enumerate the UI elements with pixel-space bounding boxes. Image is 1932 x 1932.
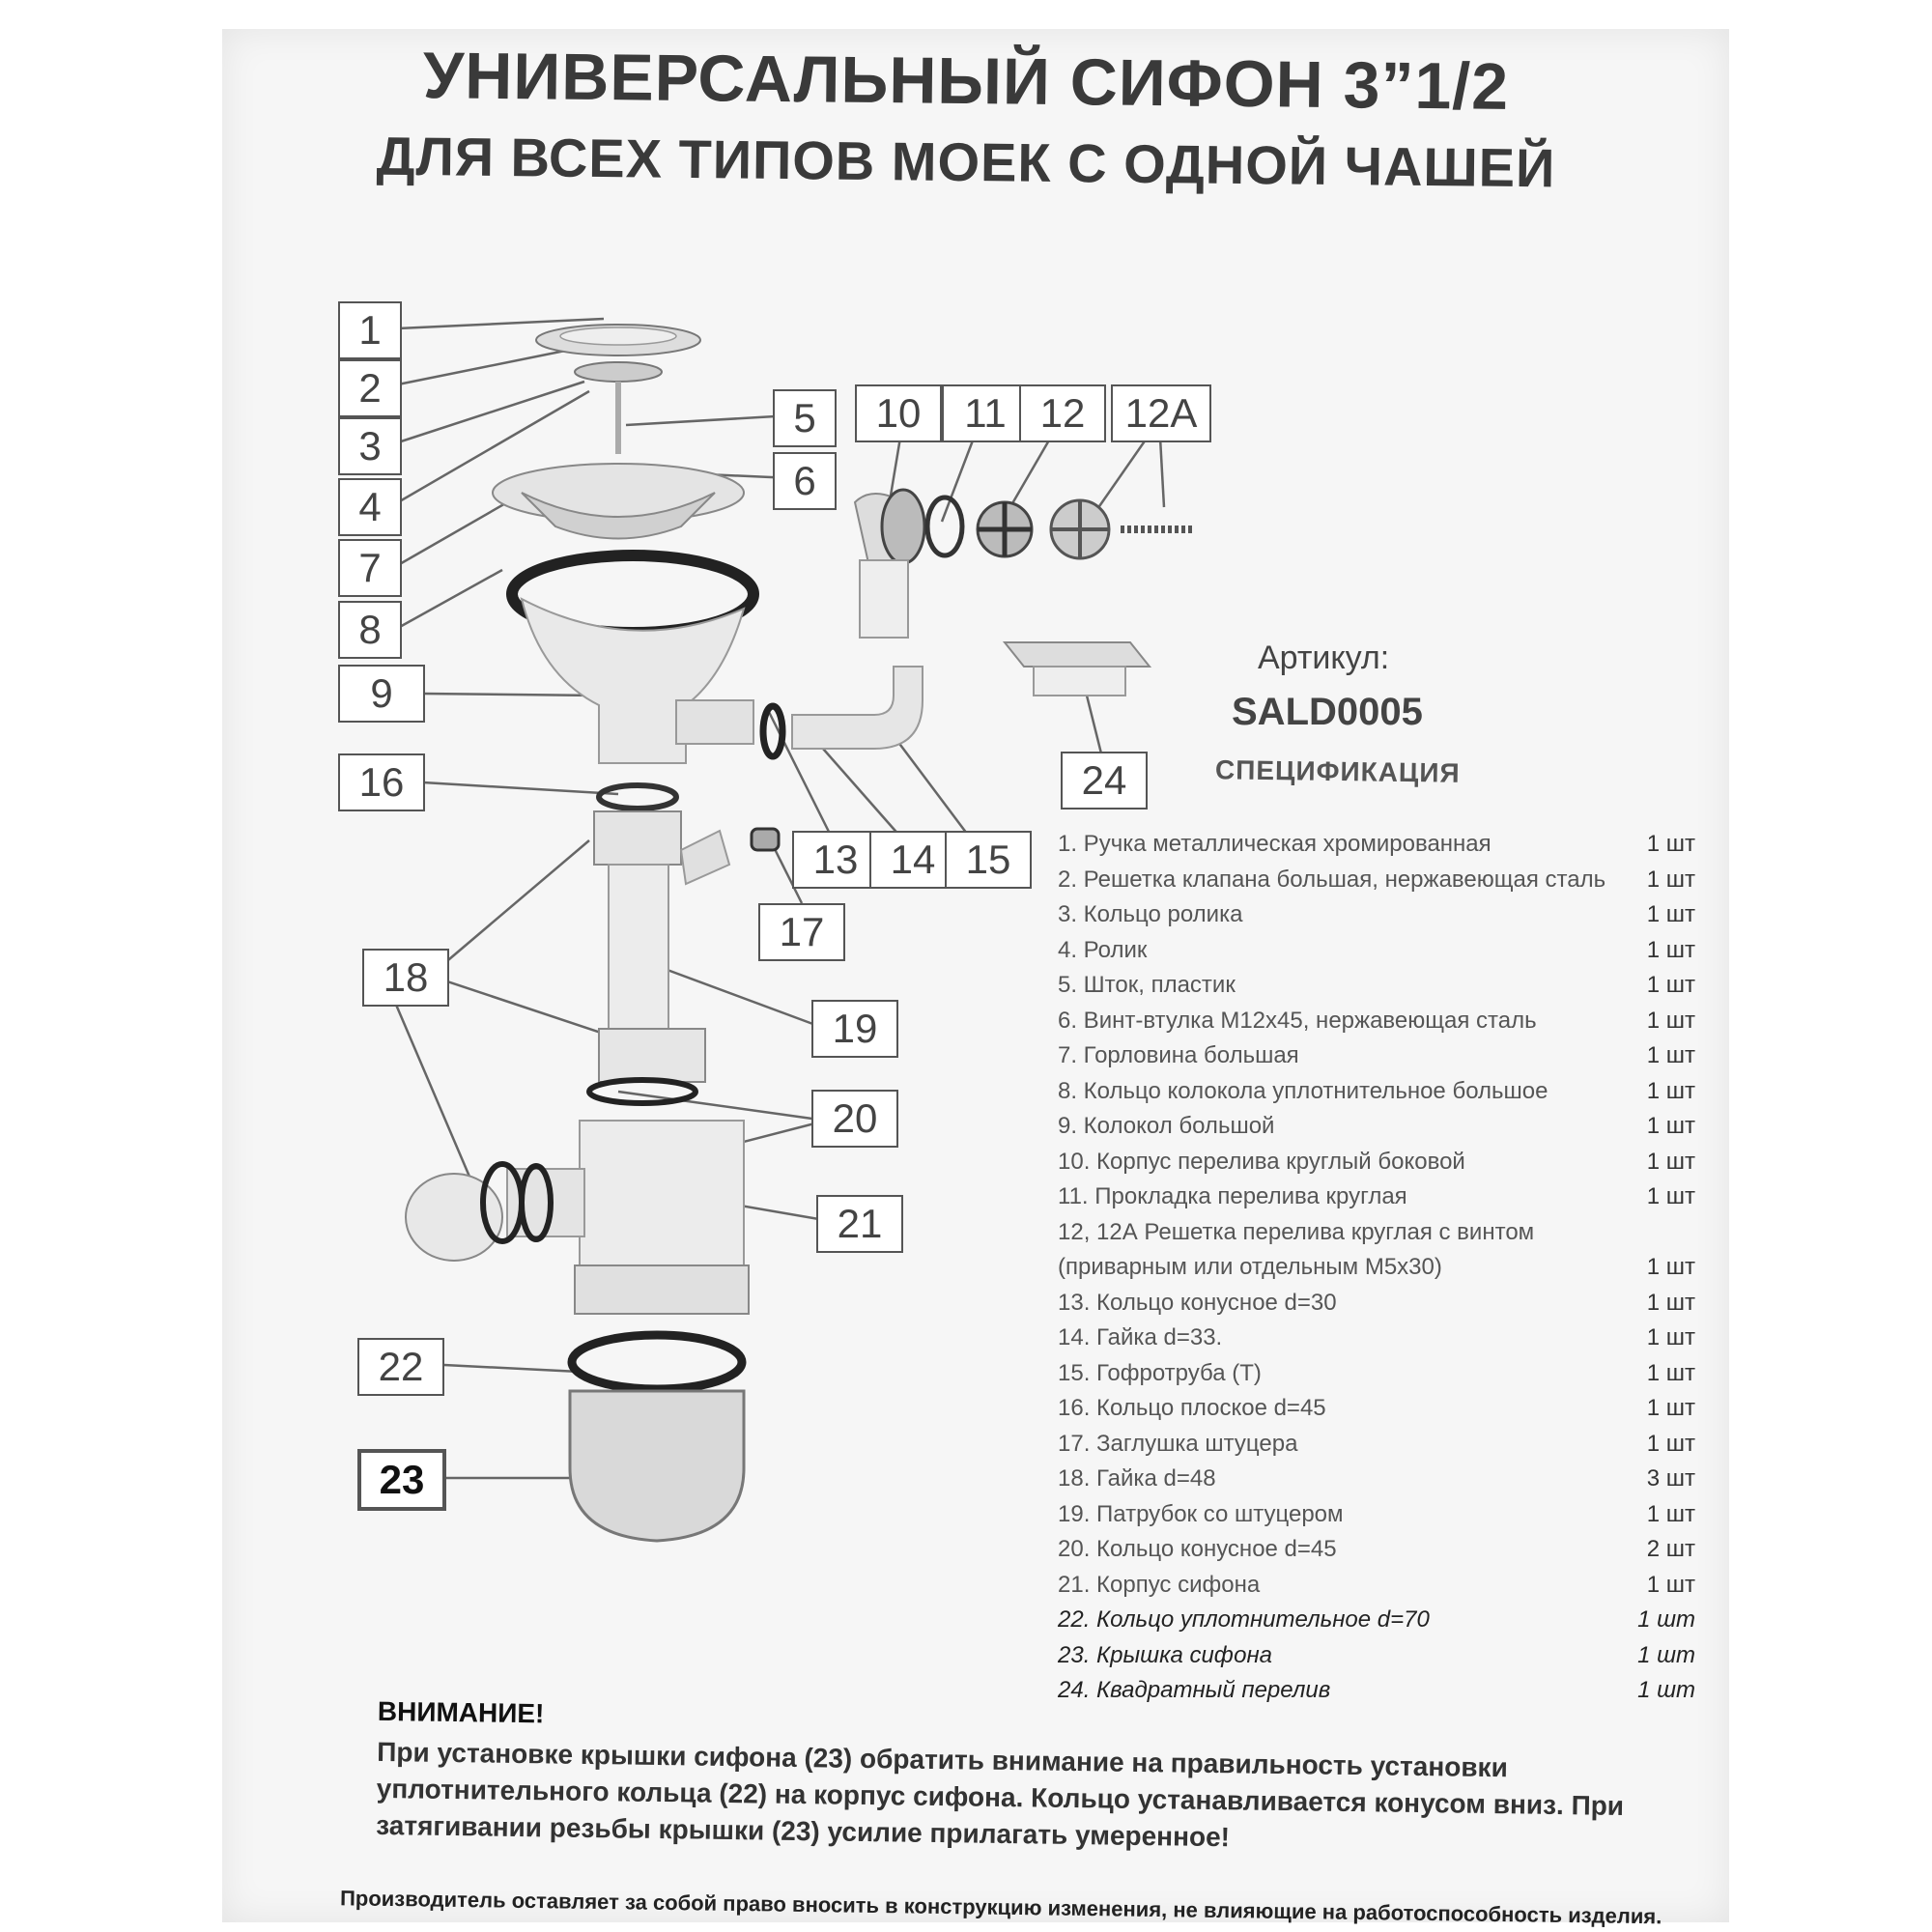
callout-1: 1	[338, 301, 402, 359]
part-square-overflow	[1005, 642, 1150, 696]
spec-item: 16. Кольцо плоское d=45 1 шт	[1058, 1395, 1695, 1421]
callout-13: 13	[792, 831, 879, 889]
spec-item: 1. Ручка металлическая хромированная 1 шт	[1058, 831, 1695, 857]
callout-16: 16	[338, 753, 425, 811]
spec-item: 6. Винт-втулка М12х45, нержавеющая сталь 1 шт	[1058, 1007, 1695, 1034]
callout-21: 21	[816, 1195, 903, 1253]
spec-list	[1058, 831, 1695, 1713]
spec-item: 11. Прокладка перелива круглая 1 шт	[1058, 1183, 1695, 1209]
spec-item: 3. Кольцо ролика 1 шт	[1058, 901, 1695, 927]
part-branch-pipe	[589, 811, 729, 1103]
spec-item: 19. Патрубок со штуцером 1 шт	[1058, 1500, 1695, 1527]
attention-text: При установке крышки сифона (23) обратить внимание на правильность установки уплотнительного кольца (22) на корпус сифона. Кольцо устанавливается конусом вниз. При затягивании резьбы крышки (23) усилие прилагать умеренное!	[376, 1736, 1625, 1853]
spec-item: 12, 12А Решетка перелива круглая с винтом	[1058, 1218, 1535, 1245]
spec-item: 20. Кольцо конусное d=45 2 шт	[1058, 1536, 1695, 1562]
part-seal-ring	[572, 1335, 742, 1389]
part-siphon-cap	[570, 1391, 744, 1541]
spec-item: 18. Гайка d=48 3 шт	[1058, 1465, 1695, 1492]
spec-item: 5. Шток, пластик 1 шт	[1058, 972, 1695, 998]
spec-item: 23. Крышка сифона 1 шт	[1058, 1641, 1695, 1668]
callout-24: 24	[1061, 752, 1148, 810]
attention-heading: ВНИМАНИЕ!	[377, 1695, 545, 1729]
callout-14: 14	[869, 831, 956, 889]
spec-item: 4. Ролик 1 шт	[1058, 936, 1695, 963]
spec-item: (приварным или отдельным М5х30) 1 шт	[1058, 1254, 1695, 1280]
callout-2: 2	[338, 359, 402, 417]
part-corrugated-pipe	[763, 667, 923, 756]
spec-item: 10. Корпус перелива круглый боковой 1 шт	[1058, 1148, 1695, 1175]
callout-3: 3	[338, 417, 402, 475]
article-code: SALD0005	[1232, 691, 1423, 733]
part-bell	[522, 599, 753, 763]
callout-8: 8	[338, 601, 402, 659]
callout-15: 15	[945, 831, 1032, 889]
spec-item: 8. Кольцо колокола уплотнительное большое 1 шт	[1058, 1077, 1695, 1104]
callout-6: 6	[773, 452, 837, 510]
manufacturer-note: Производитель оставляет за собой право вносить в конструкцию изменения, не влияющие на работоспособность изделия.	[339, 1886, 1662, 1929]
spec-title: СПЕЦИФИКАЦИЯ	[1214, 754, 1461, 788]
part-plug	[752, 829, 779, 850]
callout-22: 22	[357, 1338, 444, 1396]
callout-4: 4	[338, 478, 402, 536]
part-overflow	[855, 490, 1193, 638]
spec-item: 9. Колокол большой 1 шт	[1058, 1113, 1695, 1139]
attention-block	[376, 1693, 1634, 1861]
spec-item: 21. Корпус сифона 1 шт	[1058, 1571, 1695, 1598]
callout-23: 23	[357, 1449, 446, 1511]
spec-item: 15. Гофротруба (Т) 1 шт	[1058, 1359, 1695, 1386]
spec-item: 7. Горловина большая 1 шт	[1058, 1042, 1695, 1068]
spec-item: 2. Решетка клапана большая, нержавеющая сталь 1 шт	[1058, 866, 1695, 893]
callout-20: 20	[811, 1090, 898, 1148]
product-title: УНИВЕРСАЛЬНЫЙ СИФОН 3”1/2	[422, 39, 1510, 124]
callout-7: 7	[338, 539, 402, 597]
spec-item: 22. Кольцо уплотнительное d=70 1 шт	[1058, 1606, 1695, 1633]
callout-9: 9	[338, 665, 425, 723]
callout-12a: 12A	[1111, 384, 1211, 442]
part-flange	[493, 464, 744, 539]
spec-item: 17. Заглушка штуцера 1 шт	[1058, 1430, 1695, 1457]
callout-18: 18	[362, 949, 449, 1007]
article-label: Артикул:	[1258, 639, 1390, 676]
part-flat-ring	[599, 785, 676, 809]
callout-19: 19	[811, 1000, 898, 1058]
callout-10: 10	[855, 384, 942, 442]
spec-item: 14. Гайка d=33. 1 шт	[1058, 1324, 1695, 1350]
callout-12: 12	[1019, 384, 1106, 442]
spec-item: 24. Квадратный перелив 1 шт	[1058, 1677, 1695, 1703]
spec-item: 13. Кольцо конусное d=30 1 шт	[1058, 1289, 1695, 1316]
product-subtitle: ДЛЯ ВСЕХ ТИПОВ МОЕК С ОДНОЙ ЧАШЕЙ	[376, 125, 1556, 199]
callout-11: 11	[942, 384, 1029, 442]
callout-17: 17	[758, 903, 845, 961]
callout-5: 5	[773, 389, 837, 447]
